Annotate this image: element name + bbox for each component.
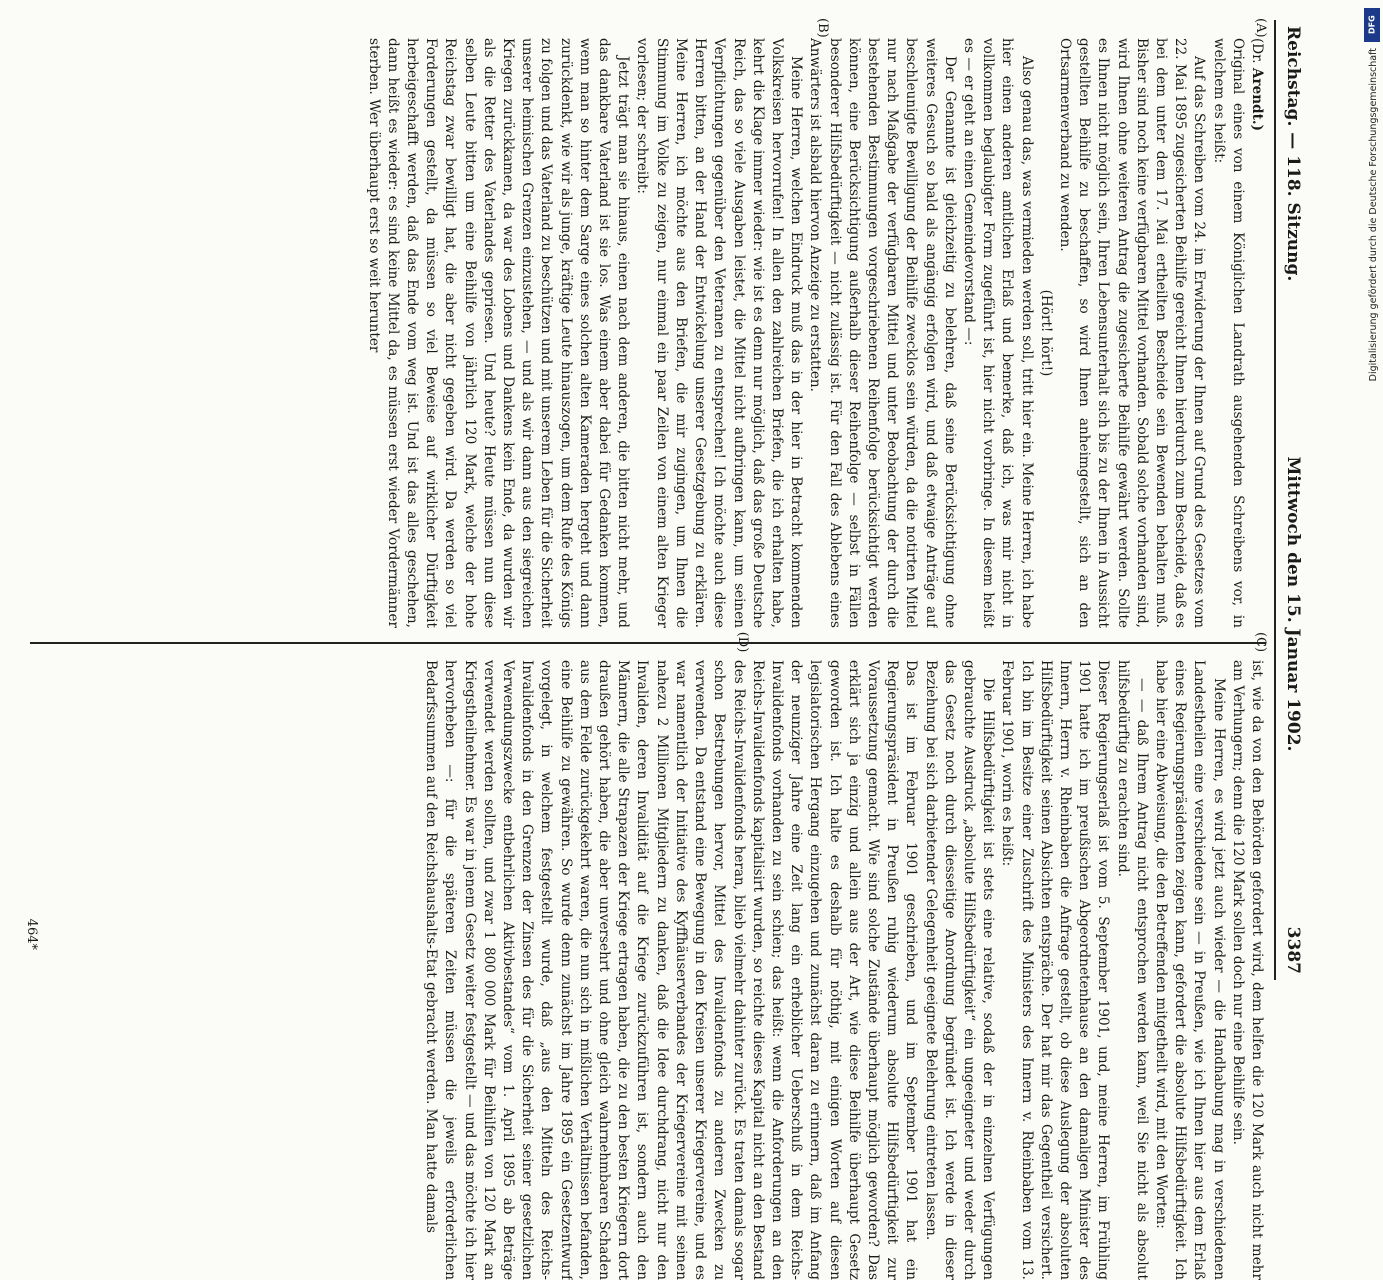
- paragraph: ist, wie da von den Behörden gefordert wird, dem helfen die 120 Mark auch nicht mehr am Verhungern; denn die 120 Mark sollen doch nur eine Beihilfe sein.: [1229, 660, 1265, 1280]
- paragraph: Auf das Schreiben vom 24. im Erwiderung der Ihnen auf Grund des Gesetzes vom 22. Mai 1895 zugesicherten Beihilfe gereicht Ihnen hierdurch zum Bescheide, daß es bei dem unter dem 17. Mai ertheilten Bescheide sein Bewenden behalten muß. Bisher sind noch keine verfügbaren Mittel vorhanden. Sobald solche vorhanden sind, wird Ihnen ohne weiteren Antrag die zugesicherte Beihilfe gewährt werden. Sollte es Ihnen nicht möglich sein, Ihren Lebensunterhalt sich bis zu der Ihnen in Aussicht gestellten Beihilfe zu beschaffen, so wird Ihnen anheimgestellt, sich an den Ortsarmenverband zu wenden.: [1056, 38, 1208, 628]
- paragraph: — — daß Ihrem Antrag nicht entsprochen werden kann, weil Sie nicht als absolut hilfsbedürftig zu erachten sind.: [1114, 660, 1150, 1280]
- digitization-strip: [1361, 0, 1383, 1000]
- digitization-credit: Digitalisierung gefördert durch die Deutsche Forschungsgemeinschaft: [1368, 48, 1379, 382]
- speaker-line: [1247, 38, 1266, 628]
- paragraph: Das ist im Februar 1901 geschrieben, und im September 1901 hat ein Regierungspräsident in Preußen ruhig wiederum absolute Hilfsbedürftigkeit zur Voraussetzung gemacht. Wie sind solche Zustände überhaupt möglich geworden? Das erklärt sich ja einzig und allein aus der Art, wie diese Beihilfe überhaupt Gesetz geworden ist. Ich halte es deshalb für nöthig, mit einigen Worten auf diesen legislatorischen Hergang einzugehen und zunächst daran zu erinnern, daß im Anfang der neunziger Jahre eine Zeit lang ein erheblicher Ueberschuß in dem Reichs-Invalidenfonds vorhanden zu sein schien; das heißt: wenn die Anforderungen an den Reichs-Invalidenfonds kapitalisirt wurden, so reichte dieses Kapital nicht an den Bestand des Reichs-Invalidenfonds heran, blieb vielmehr dahinter zurück. Es traten damals sogar schon Bestrebungen hervor, Mittel des Invalidenfonds zu anderen Zwecken zu verwenden. Da entstand eine Bewegung in den Kreisen unserer Kriegervereine, und es war namentlich der Initiative des Kyffhäuserverbandes der Kriegervereine mit seinen nahezu 2 Millionen Mitgliedern zu danken, daß die Idee durchdrang, nicht nur den Invaliden, deren Invalidität auf die Kriege zurückzuführen ist, sondern auch den Männern, die alle Strapazen der Kriege ertragen haben, die zu den besten Kriegern dort draußen gehört haben, die aber unversehrt und ohne gleich wahrnehmbaren Schaden aus dem Felde zurückgekehrt waren, die nun sich in mißlichen Verhältnissen befanden, eine Beihilfe zu gewähren. So wurde denn zunächst im Jahre 1895 ein Gesetzentwurf vorgelegt, in welchem festgestellt wurde, daß „aus den Mitteln des Reichs-Invalidenfonds in den Grenzen der Zinsen des für die Sicherheit seiner gesetzlichen Verwendungszwecke entbehrlichen Aktivbestandes“ vom 1. April 1895 ab Beträge verwendet werden sollten, und zwar 1 800 000 Mark für Beihilfen von 120 Mark an Kriegstheilnehmer. Es war in jenem Gesetz weiter festgestellt — und das möchte ich hier hervorheben —: für die späteren Zeiten müssen die jeweils erforderlichen Bedarfssummen auf den Reichshaushalts-Etat gebracht werden. Man hatte damals: [423, 660, 920, 1280]
- newspaper-page: [24, 18, 1310, 1280]
- left-column: [30, 38, 1266, 628]
- paragraph: Meine Herren, es wird jetzt auch wieder — die Handhabung mag in verschiedenen Landestheilen eine verschiedene sein — in Preußen, wie ich Ihnen hier aus dem Erlaß eines Regierungspräsidenten zeigen kann, gefordert die absolute Hilfsbedürftigkeit. Ich habe hier eine Abweisung, die den Betreffenden mitgetheilt wird, mit den Worten:: [1152, 660, 1227, 1280]
- speaker-prefix: (Dr.: [1249, 38, 1265, 64]
- paragraph: Dieser Regierungserlaß ist vom 5. September 1901, und, meine Herren, im Frühling 1901 hatte ich im preußischen Abgeordnetenhause an den damaligen Minister des Innern, Herrn v. Rheinbaben die Anfrage gestellt, ob diese Auslegung der absoluten Hilfsbedürftigkeit seinen Absichten entspräche. Der hat mir das Gegentheil versichert. Ich bin im Besitze einer Zuschrift des Ministers des Innern v. Rheinbaben vom 13. Februar 1901, worin es heißt:: [999, 660, 1112, 1280]
- page-number: 3387: [1283, 926, 1303, 974]
- column-divider: [30, 642, 1266, 644]
- paragraph: Die Hilfsbedürftigkeit ist stets eine relative, sodaß der in einzelnen Verfügungen gebrauchte Ausdruck „absolute Hilfsbedürftigkeit“ ein ungeeigneter und weder durch das Gesetz noch durch diesseitige Anordnung begründet ist. Ich werde in dieser Beziehung bei sich darbietender Gelegenheit geeignete Belehrung eintreten lassen.: [922, 660, 997, 1280]
- paragraph: Meine Herren, welchen Eindruck muß das in der hier in Betracht kommenden Volkskreisen hervorrufen! In allen den zahlreichen Briefen, die ich erhalten habe, kehrt die Klage immer wieder: wie ist es denn nur möglich, daß das große Deutsche Reich, das so viele Ausgaben leistet, die Mittel nicht aufbringen kann, um seinen Verpflichtungen gegenüber den Veteranen zu entsprechen! Ich möchte auch diese Herren bitten, an der Hand der Entwickelung unserer Gesetzgebung zu erklären. Meine Herren, ich möchte aus den Briefen, die mir zugingen, um Ihnen die Stimmung im Volke zu zeigen, nur einmal ein paar Zeilen von einem alten Krieger vorlesen; der schreibt:: [634, 38, 805, 628]
- margin-mark-d: (D): [735, 631, 750, 653]
- paragraph: Jetzt trägt man sie hinaus, einen nach dem anderen, die bitten nicht mehr, und das dankbare Vaterland ist sie los. Was einem aber dabei für Gedanken kommen, wenn man so hinter dem Sarge eines solchen alten Kameraden hergeht und dann zurückdenkt, wie wir als junge, kräftige Leute hinauszogen, um dem Rufe des Königs zu folgen und das Vaterland zu beschützen und mit unserem Leben für die Sicherheit unserer heimischen Grenzen einzustehen, — und als wir dann aus den siegreichen Kriegen zurückkamen, da war des Lobens und Dankens kein Ende, da wurden wir als die Retter des Vaterlandes gepriesen. Und heute? Heute müssen nun diese selben Leute bitten um eine Beihilfe von jährlich 120 Mark, welche der hohe Reichstag zwar bewilligt hat, die aber nicht gegeben wird. Da werden so viel Forderungen gestellt, da müssen so viel Beweise auf wirklicher Dürftigkeit herbeigeschafft werden, daß das Ende vom weg ist. Und ist das alles geschehen, dann heißt es wieder: es sind keine Mittel da, es müssen erst wieder Vordermänner sterben. Wer überhaupt erst so weit herunter: [365, 38, 632, 628]
- paragraph: Original eines von einem Königlichen Landrath ausgehenden Schreibens vor, in welchem es heißt:: [1210, 38, 1246, 628]
- header-left: Reichstag. — 118. Sitzung.: [1283, 26, 1303, 282]
- margin-mark-b: (B): [815, 18, 830, 38]
- paragraph: Der Genannte ist gleichzeitig zu belehren, daß seine Berücksichtigung ohne weiteres Gesuch so bald als angängig erfolgen wird, und daß etwaige Anträge auf beschleunigte Bewilligung der Beihilfe zwecklos sein würden, da die notirten Mittel nur nach Maßgabe der verfügbaren Mittel und unter Beobachtung der durch die bestehenden Bestimmungen vorgeschriebenen Reihenfolge berücksichtigt werden können, eine Berücksichtigung außerhalb dieser Reihenfolge — selbst in Fällen besonderer Hilfsbedürftigkeit — nicht zulässig ist. Für den Fall des Ablebens eines Anwärters ist alsbald hiervon Anzeige zu erstatten.: [807, 38, 958, 628]
- speaker-name: Arendt.): [1249, 67, 1265, 132]
- margin-mark-a: (A): [1253, 18, 1268, 38]
- dfg-logo: DFG: [1364, 8, 1380, 42]
- margin-mark-c: (C): [1253, 631, 1268, 653]
- interjection: (Hört! hört!): [1037, 289, 1054, 377]
- page-header: [1274, 20, 1310, 980]
- paragraph: Also genau das, was vermieden werden soll, tritt hier ein. Meine Herren, ich habe hier einen anderen amtlichen Erlaß und bemerke, daß ich, was mir nicht in vollkommen beglaubigter Form zugeführt ist, hier nicht vorbringe. In diesem heißt es — er geht an einen Gemeindevorstand —:: [960, 38, 1035, 628]
- header-date: Mittwoch den 15. Januar 1902.: [1283, 456, 1303, 752]
- signature-mark: 464*: [24, 918, 39, 950]
- right-column: [30, 660, 1266, 1280]
